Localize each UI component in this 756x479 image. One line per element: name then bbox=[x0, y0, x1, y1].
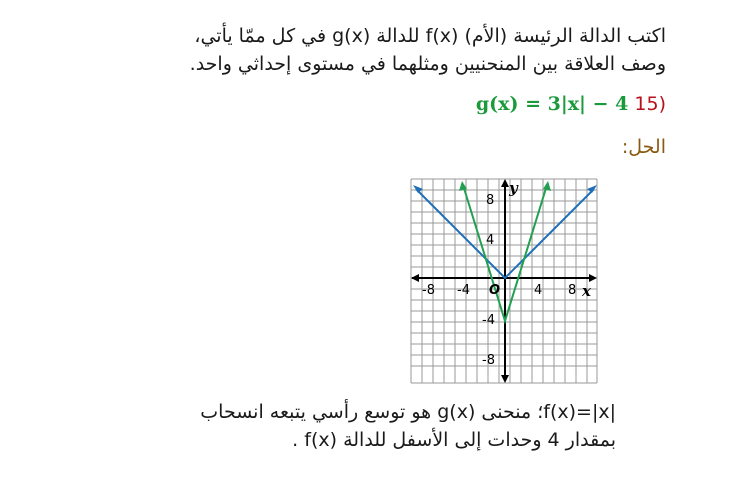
answer-line-1: |f(x)=|x؛ منحنى g(x) هو توسع رأسي يتبعه انسحاب bbox=[200, 401, 616, 423]
y-tick-label: -4 bbox=[482, 313, 495, 328]
x-axis-arrow-right bbox=[589, 274, 597, 282]
x-axis-arrow-left bbox=[411, 274, 419, 282]
solution-label: الحل: bbox=[621, 136, 666, 158]
x-tick-label: -8 bbox=[422, 283, 435, 298]
answer-text bbox=[56, 398, 616, 454]
problem-equation: g(x) = 3|x| − 4 bbox=[475, 93, 629, 115]
answer-line-2: بمقدار 4 وحدات إلى الأسفل للدالة f(x) . bbox=[292, 429, 616, 451]
blue-arrow-right bbox=[587, 185, 597, 193]
problem-line bbox=[476, 93, 666, 115]
problem-number: (15 bbox=[634, 93, 666, 115]
y-axis-arrow-down bbox=[501, 375, 509, 383]
y-axis-label: y bbox=[509, 179, 518, 197]
x-tick-label: 4 bbox=[534, 283, 543, 298]
y-tick-label: 8 bbox=[486, 193, 495, 208]
question-line-1: اكتب الدالة الرئيسة (الأم) f(x) للدالة g(x) في كل ممّا يأتي، bbox=[194, 25, 666, 47]
x-tick-label: -4 bbox=[457, 283, 470, 298]
question-text bbox=[66, 22, 666, 78]
y-tick-label: -8 bbox=[482, 353, 495, 368]
x-axis-label: x bbox=[582, 282, 591, 300]
question-line-2: وصف العلاقة بين المنحنيين ومثلهما في مستوى إحداثي واحد. bbox=[189, 53, 666, 75]
y-tick-label: 4 bbox=[486, 233, 495, 248]
y-axis-arrow-up bbox=[501, 179, 509, 187]
x-tick-label: 8 bbox=[568, 283, 577, 298]
origin-label: O bbox=[489, 283, 501, 298]
coordinate-graph bbox=[410, 178, 598, 384]
